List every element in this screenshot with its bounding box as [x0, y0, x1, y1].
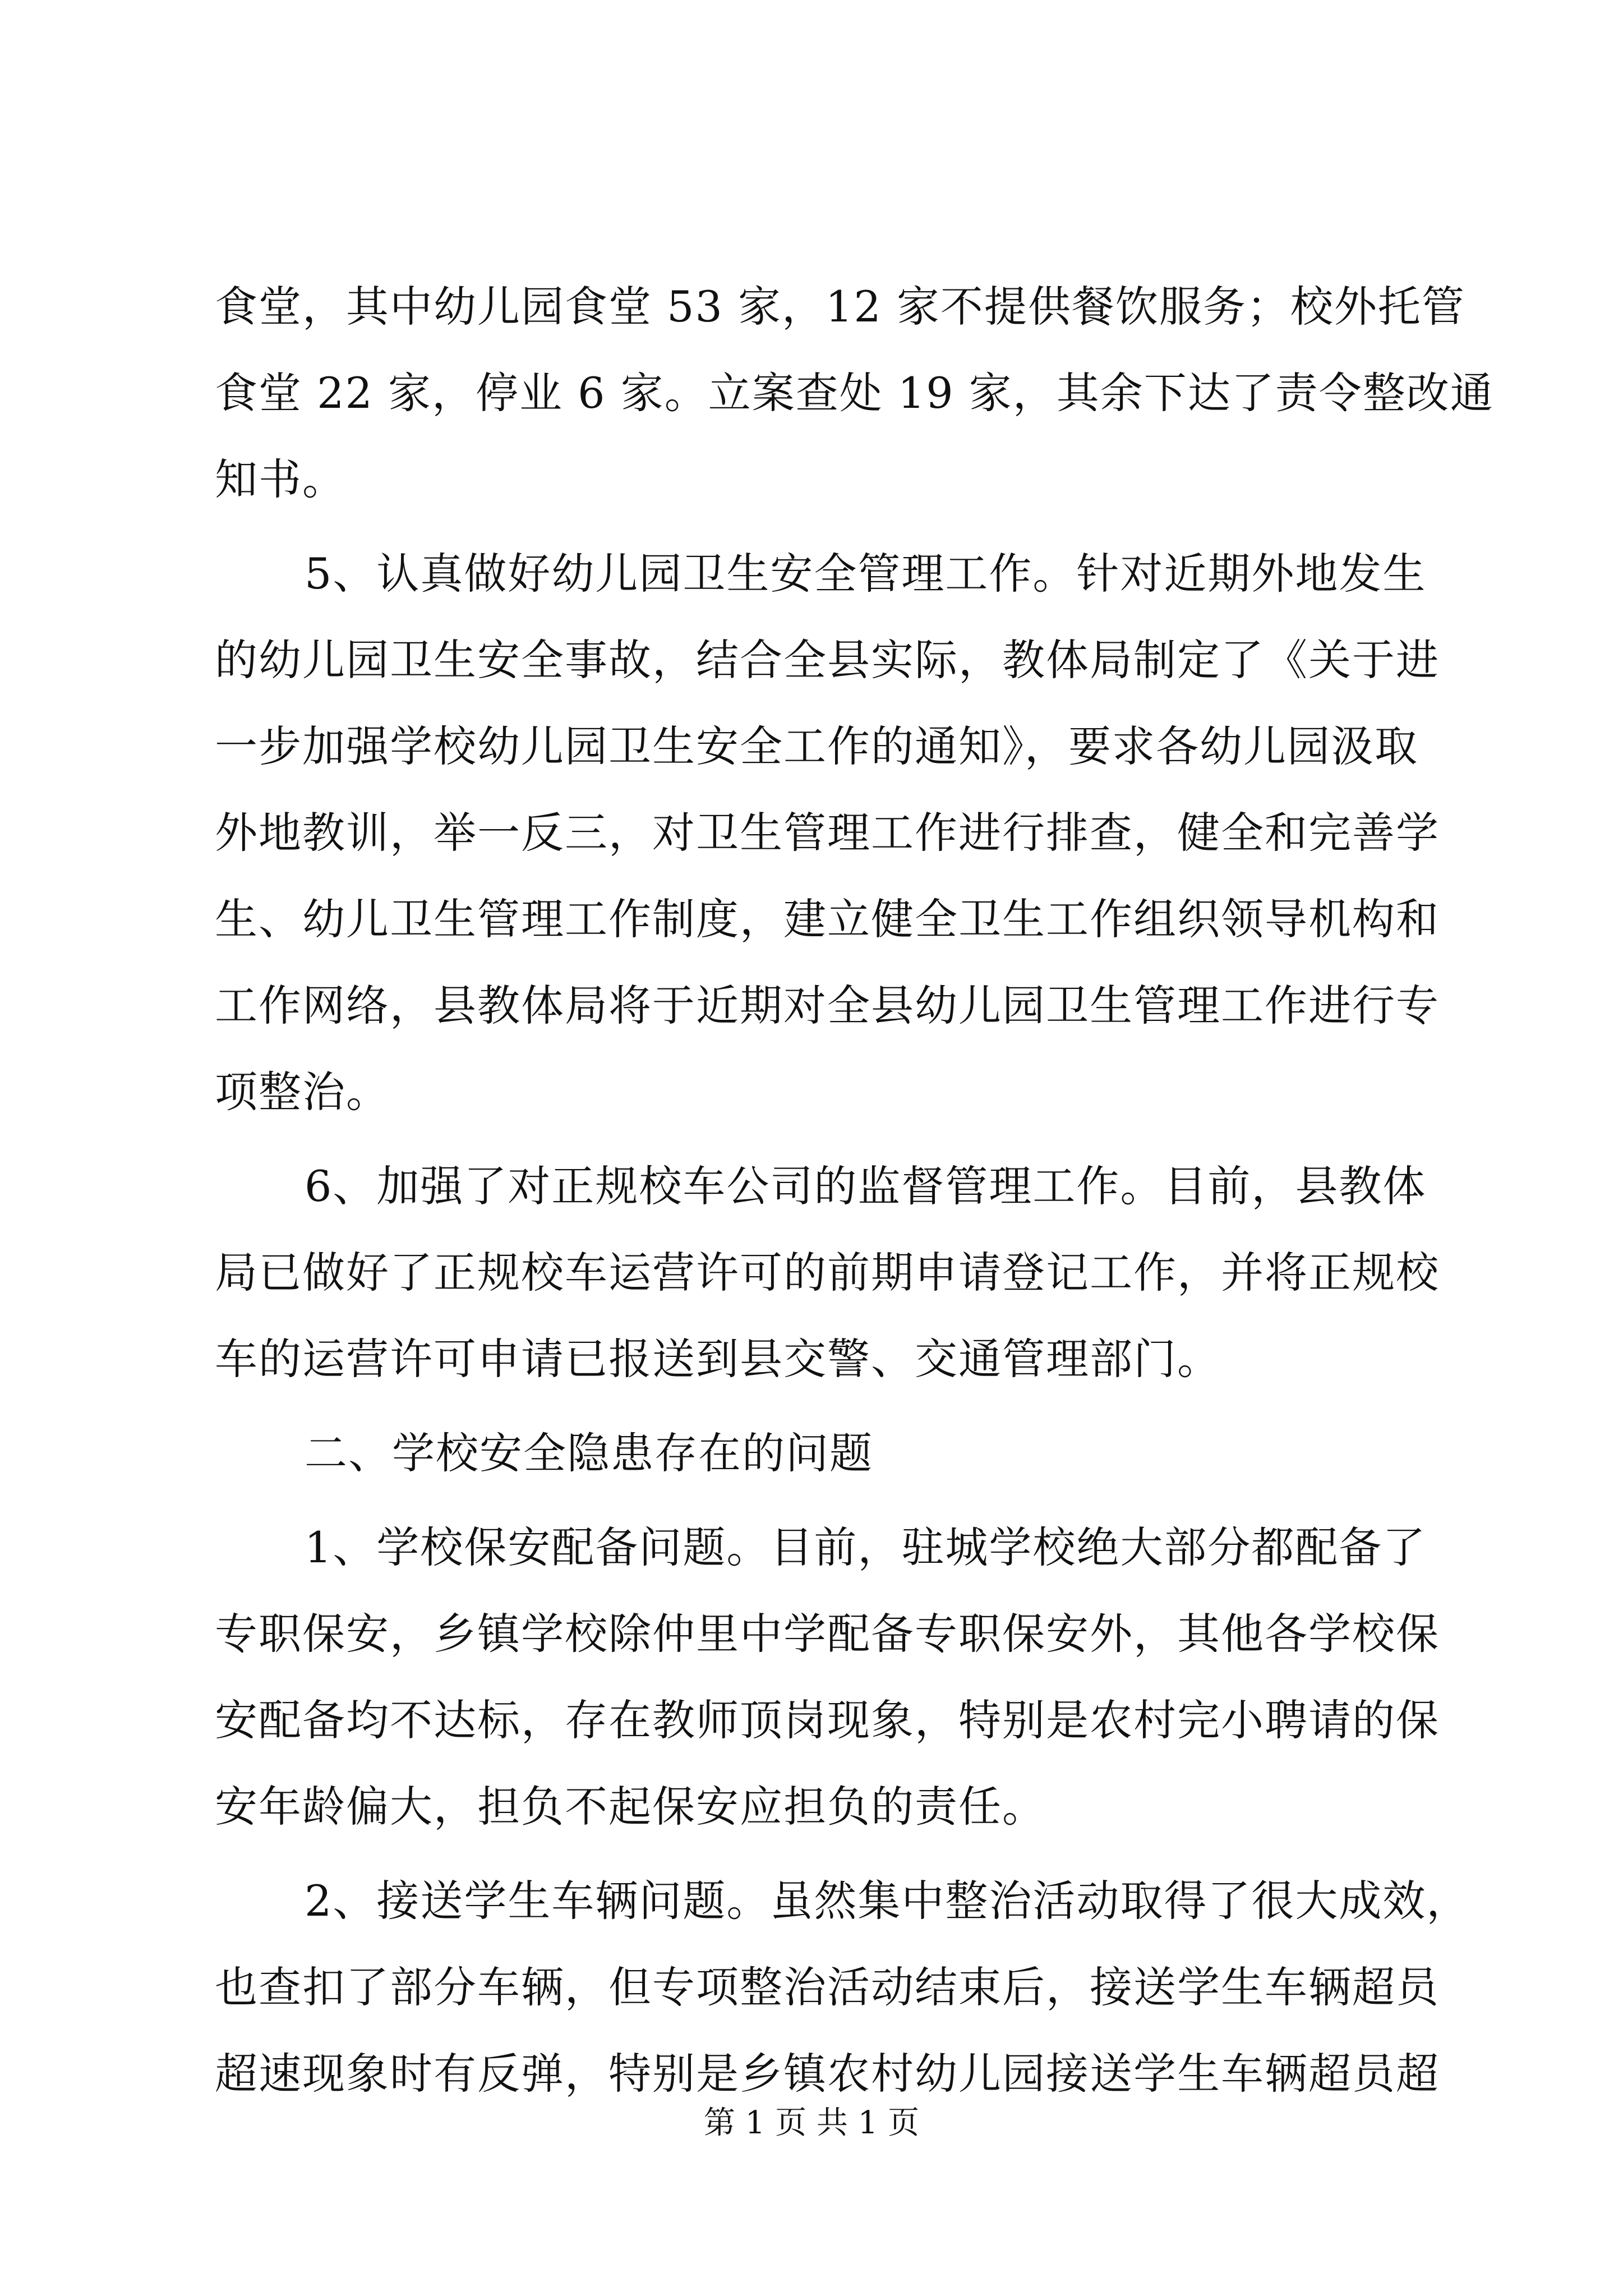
text-line: 生、幼儿卫生管理工作制度，建立健全卫生工作组织领导机构和 [215, 894, 1440, 944]
text-line: 一步加强学校幼儿园卫生安全工作的通知》，要求各幼儿园汲取 [215, 721, 1418, 771]
text-line: 也查扣了部分车辆，但专项整治活动结束后，接送学生车辆超员 [215, 1962, 1440, 2012]
paragraph-1-first-line: 1、学校保安配备问题。目前，驻城学校绝大部分都配备了 [305, 1522, 1427, 1572]
paragraph-6-first-line: 6、加强了对正规校车公司的监督管理工作。目前，县教体 [305, 1161, 1427, 1211]
text-line: 安配备均不达标，存在教师顶岗现象，特别是农村完小聘请的保 [215, 1695, 1440, 1745]
text-line: 外地教训，举一反三，对卫生管理工作进行排查，健全和完善学 [215, 808, 1440, 858]
text-line: 知书。 [215, 454, 346, 504]
text-line: 食堂，其中幼儿园食堂 53 家，12 家不提供餐饮服务；校外托管 [215, 282, 1465, 332]
paragraph-5-first-line: 5、认真做好幼儿园卫生安全管理工作。针对近期外地发生 [305, 549, 1427, 599]
text-line: 专职保安，乡镇学校除仲里中学配备专职保安外，其他各学校保 [215, 1609, 1440, 1659]
document-body [215, 264, 1494, 2117]
text-line: 项整治。 [215, 1067, 390, 1117]
section-heading: 二、学校安全隐患存在的问题 [305, 1428, 873, 1478]
text-line: 局已做好了正规校车运营许可的前期申请登记工作，并将正规校 [215, 1248, 1440, 1297]
page-number-footer: 第 1 页 共 1 页 [703, 2105, 920, 2141]
text-line: 安年龄偏大，担负不起保安应担负的责任。 [215, 1782, 1046, 1832]
text-line: 工作网络，县教体局将于近期对全县幼儿园卫生管理工作进行专 [215, 981, 1440, 1030]
text-line: 车的运营许可申请已报送到县交警、交通管理部门。 [215, 1334, 1221, 1384]
text-line: 食堂 22 家，停业 6 家。立案查处 19 家，其余下达了责令整改通 [215, 368, 1494, 418]
paragraph-2-first-line: 2、接送学生车辆问题。虽然集中整治活动取得了很大成效， [305, 1876, 1470, 1926]
text-line: 超速现象时有反弹，特别是乡镇农村幼儿园接送学生车辆超员超 [215, 2049, 1440, 2099]
text-line: 的幼儿园卫生安全事故，结合全县实际，教体局制定了《关于进 [215, 635, 1440, 685]
